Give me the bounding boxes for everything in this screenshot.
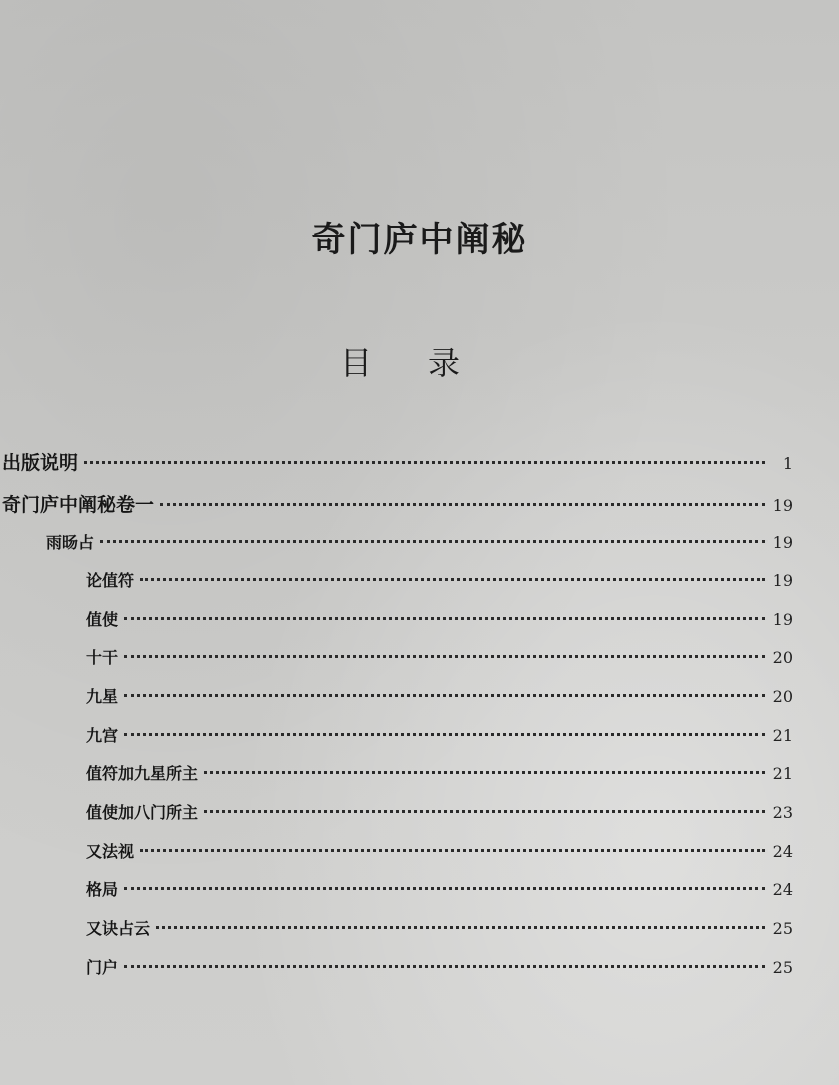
toc-entry-label: 九宫 — [86, 726, 119, 745]
toc-entry-page: 21 — [772, 726, 793, 745]
toc-leader-dots — [156, 926, 765, 929]
toc-entry-page: 25 — [772, 958, 793, 977]
toc-leader-dots — [100, 540, 765, 543]
toc-entry[interactable] — [86, 761, 793, 791]
toc-leader-dots — [124, 733, 765, 736]
toc-entry[interactable] — [86, 568, 793, 598]
toc-entry[interactable] — [2, 490, 793, 520]
toc-leader-dots — [124, 617, 765, 620]
toc-leader-dots — [124, 655, 765, 658]
toc-leader-dots — [204, 771, 765, 774]
toc-entry-page: 23 — [772, 803, 793, 822]
toc-heading-char-2: 录 — [427, 344, 460, 382]
toc-leader-dots — [124, 965, 765, 968]
toc-entry[interactable] — [86, 955, 793, 985]
toc-entry-page: 21 — [772, 764, 793, 783]
toc-entry[interactable] — [46, 530, 793, 560]
toc-heading-char-1: 目 — [340, 344, 373, 382]
toc-entry[interactable] — [86, 800, 793, 830]
toc-entry-label: 十干 — [86, 648, 119, 667]
toc-entry-label: 值使加八门所主 — [86, 803, 199, 822]
toc-entry[interactable] — [86, 607, 793, 637]
toc-leader-dots — [124, 694, 765, 697]
toc-entry-label: 论值符 — [86, 571, 135, 590]
toc-entry-label: 门户 — [86, 958, 119, 977]
toc-entry[interactable] — [86, 684, 793, 714]
toc-entry-label: 值使 — [86, 610, 119, 629]
toc-leader-dots — [124, 887, 765, 890]
toc-entry-label: 九星 — [86, 687, 119, 706]
toc-entry[interactable] — [2, 448, 793, 478]
toc-entry-label: 又法视 — [86, 842, 135, 861]
toc-entry-label: 奇门庐中阐秘卷一 — [2, 494, 155, 516]
toc-heading — [340, 338, 460, 384]
toc-entry-page: 20 — [772, 648, 793, 667]
toc-leader-dots — [140, 578, 765, 581]
toc-entry-page: 19 — [772, 571, 793, 590]
toc-entry[interactable] — [86, 839, 793, 869]
toc-entry-label: 雨旸占 — [46, 533, 95, 552]
toc-entry-page: 19 — [772, 533, 793, 552]
toc-entry-page: 19 — [772, 610, 793, 629]
toc-entry-label: 出版说明 — [2, 452, 79, 474]
toc-entry-page: 24 — [772, 880, 793, 899]
toc-entry-label: 值符加九星所主 — [86, 764, 199, 783]
toc-entry-page: 1 — [782, 454, 793, 473]
toc-entry-label: 格局 — [86, 880, 119, 899]
toc-leader-dots — [140, 849, 765, 852]
toc-entry[interactable] — [86, 645, 793, 675]
book-title: 奇门庐中阐秘 — [311, 220, 528, 260]
toc-leader-dots — [204, 810, 765, 813]
toc-entry-page: 20 — [772, 687, 793, 706]
toc-leader-dots — [84, 461, 765, 464]
toc-entry-page: 19 — [772, 496, 793, 515]
toc-entry[interactable] — [86, 877, 793, 907]
toc-entry-page: 24 — [772, 842, 793, 861]
toc-entry[interactable] — [86, 723, 793, 753]
toc-entry-label: 又诀占云 — [86, 919, 151, 938]
toc-leader-dots — [160, 503, 765, 506]
toc-entry-page: 25 — [772, 919, 793, 938]
toc-entry[interactable] — [86, 916, 793, 946]
